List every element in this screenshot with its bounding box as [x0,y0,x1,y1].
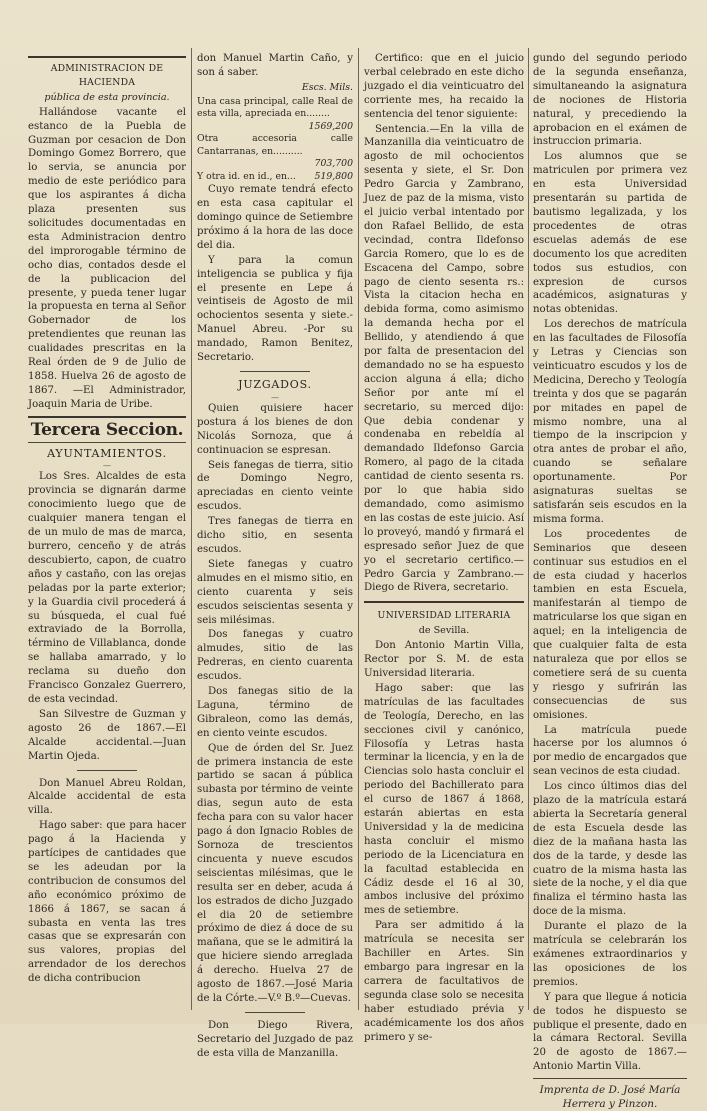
table-row [197,171,353,184]
column-4 [533,52,687,1111]
lot-4: Dos fanegas y cuatro almudes, sitio de las Pedreras, en ciento cuarenta escudos. [197,629,353,683]
imprint-line-1: Imprenta de D. José María [539,1084,681,1097]
remate-notice: Cuyo remate tendrá efecto en esta casa capitular el domingo quince de Setiembre próximo á la hora de las doce del dia. [197,184,353,251]
seminarios-notice: Los procedentes de Seminarios que deseen continuar sus estudios en el de esta ciudad y hacerlos tambien en esta Escuela, manifestarán al tiempo de matricularse los que sigan en aquel; en la inteligencia de que cualquier falta de esta naturaleza que por ellos se cometiere será de su cuenta y riesgo y sufrirán las consecuencias de sus omisiones. [533,528,687,721]
column-3 [364,52,524,1043]
lot-1: Seis fanegas de tierra, sitio de Domingo Negro, apreciadas en ciento veinte escudos. [197,459,353,513]
lot-2: Tres fanegas de tierra en dicho sitio, en sesenta escudos. [197,516,353,555]
ornament-divider: — [271,392,279,402]
column-divider [191,48,192,1010]
derechos-notice: Los derechos de matrícula en las facultades de Filosofía y Letras y Ciencias son veinticuatro escudos y los de Medicina, Derecho y Teología treinta y dos que se pagarán por mitades en papel de mismo nombre, una al tiempo de la inscripcion y otra antes de probar el año, cuando se señalare oportunamente. Por asignaturas sueltas se satisfarán seis escudos en la misma forma. [533,319,687,525]
alumnos-notice: Los alumnos que se matriculen por primera vez en esta Universidad presentarán su partida de bautismo legalizada, y los procedentes de otras escuelas además de ese documento los que acrediten todos sus estudios, con expresion de cursos académicos, asignaturas y notas obtenidas. [533,151,687,316]
rule [28,416,186,418]
closing-notice: Y para que llegue á noticia de todos he dispuesto se publique el presente, dado en la cámara Rectoral. Sevilla 20 de agosto de 1867.—Antonio Martin Villa. [533,991,687,1073]
short-rule [240,371,310,372]
table-row-value [197,158,353,171]
row-label: Otra accesoria calle Cantarranas, en.......... [197,133,353,157]
column-divider [528,48,529,1010]
column-divider [358,48,359,1010]
mulo-signature: San Silvestre de Guzman y agosto 26 de 1867.—El Alcalde accidental.—Juan Martin Ojeda. [28,708,186,762]
short-rule [245,1012,305,1013]
table-row [197,96,353,121]
subasta-notice: Hago saber: que para hacer pago á la Hacienda y partícipes de cantidades que se les adeudan por la contribucion de consumos del año económico próximo de 1866 á 1867, se sacan á subasta en venta las tres casas que se expresarán con sus valores, propias del arrendador de los derechos de dicha contribucion [28,820,186,985]
ayuntamientos-heading: AYUNTAMIENTOS. [47,446,167,460]
mulo-notice: Los Sres. Alcaldes de esta provincia se dignarán darme conocimiento luego que de cualquier manera tengan el de un mulo de mas de marca, burrero, cenceño y de atrás descubierto, capon, de cuatro años y castaño, con las orejas peladas por la parte exterior; y la Guardia civil procederá á su búsqueda, el cual fué extraviado de la Borrolla, término de Villablanca, donde se hallaba amarrado, y lo reclama su dueño don Francisco Gonzalez Guerrero, de esta vecindad. [28,471,186,705]
lot-3: Siete fanegas y cuatro almudes en el mismo sitio, en ciento cuarenta y seis escudos seiscientas sesenta y seis milésimas. [197,558,353,626]
admision-notice: Para ser admitido á la matrícula se necesita ser Bachiller en Artes. Sin embargo para ingresar en la carrera de facultativos de segunda clase solo se necesita haber estudiado prévia y académicamente los dos años primero y se- [364,920,524,1043]
admin-hacienda-heading: ADMINISTRACION DE HACIENDA [50,63,164,88]
subasta-continued: don Manuel Martin Caño, y son á saber. [197,53,353,78]
column-2 [197,52,353,1059]
admision-continued: gundo del segundo periodo de la segunda enseñanza, simultaneando la asignatura de nociones de Historia natural, y precediendo la aprobacion en el exámen de instruccion primaria. [533,53,687,148]
lot-5: Dos fanegas sitio de la Laguna, término de Gibraleon, como las demás, en ciento veinte escudos. [197,686,353,739]
table-row-value [197,121,353,134]
row-value: 703,700 [314,158,353,170]
rivera-heading: Don Diego Rivera, Secretario del Juzgado de paz de esta villa de Manzanilla. [197,1019,353,1059]
rule [533,1078,687,1079]
juzgados-heading: JUZGADOS. [238,378,312,391]
estanco-notice: Hallándose vacante el estanco de la Puebla de Guzman por cesacion de Don Domingo Gomez Borrero, que lo servia, se anuncia por medio de este periódico para que los aspirantes á dicha plaza presenten sus solicitudes documentadas en esta Administracion dentro del improrogable término de ocho dias, contados desde el de la publicacion del presente, y pueda tener lugar la propuesta en terna al Señor Gobernador de los pretendientes que reunan las cualidades prescritas en la Real órden de 9 de Julio de 1858. Huelva 26 de agosto de 1867. —El Administrador, Joaquin Maria de Uribe. [28,106,186,410]
sornoza-notice: Quien quisiere hacer postura á los bienes de don Nicolás Sornoza, que á continuacion se espresan. [197,402,353,456]
ornament-divider: — [103,461,111,471]
rule [28,56,186,58]
certifico-text: Certifico: que en el juicio verbal celebrado en este dicho juzgado el dia veinticuatro del corriente mes, ha recaido la sentencia del tenor siguiente: [364,53,524,120]
section-title: Tercera Seccion. [30,419,184,440]
rule [28,442,186,443]
encargados-notice: La matrícula puede hacerse por los alumnos ó por medio de encargados que sean vecinos de esta ciudad. [533,724,687,778]
table-row [197,133,353,158]
plazo-notice: Los cinco últimos dias del plazo de la matrícula estará abierta la Secretaría general de esta Escuela desde las diez de la mañana hasta las dos de la tarde, y desde las cuatro de la misma hasta las siete de la noche, y el dia que finaliza el término hasta las doce de la misma. [533,781,687,918]
row-value: 1569,200 [308,120,353,132]
admin-hacienda-subheading: pública de esta provincia. [44,91,170,103]
imprint-line-2: Herrera y Pinzon. [562,1098,658,1111]
examenes-notice: Durante el plazo de la matrícula se celebrarán los exámenes extraordinarios y las oposiciones de los premios. [533,921,687,988]
column-1 [28,52,186,1012]
rector-heading: Don Antonio Martin Villa, Rector por S. M. de esta Universidad literaria. [364,640,524,679]
row-value: 519,800 [314,170,353,182]
juez-order: Que de órden del Sr. Juez de primera instancia de este partido se sacan á pública subasta por término de veinte dias, segun auto de esta fecha para con su valor hacer pago á don Ignacio Robles de Sornoza de trescientos cincuenta y nueve escudos seiscientas milésimas, que le resulta ser en deber, acuda á los estrados de dicho Juzgado el dia 20 de setiembre próximo de diez á doce de su mañana, que se le admitirá la que hiciere siendo arreglada á derecho. Huelva 27 de agosto de 1867.—José Maria de la Córte.—V.º B.º—Cuevas. [197,742,353,1004]
matriculas-notice: Hago saber: que las matrículas de las facultades de Teología, Derecho, en las secciones civil y canónico, Filosofía y Letras hasta terminar la licencia, y en la de Ciencias solo hasta concluir el periodo del Bachillerato para el curso de 1867 á 1868, estarán abiertas en esta Universidad y la de medicina hasta concluir el mismo periodo de la Licenciatura en la facultad establecida en Cádiz desde el 16 al 30, ambos inclusive del próximo mes de setiembre. [364,682,524,917]
table-header: Escs. Mils. [301,81,353,93]
abreu-heading: Don Manuel Abreu Roldan, Alcalde accidental de esta villa. [28,777,186,817]
sentencia-text: Sentencia.—En la villa de Manzanilla dia veinticuatro de agosto de mil ochocientos sesenta y siete, el Sr. Don Pedro Garcia y Zambrano, Juez de paz de la misma, visto el juicio verbal intentado por don Rafael Bellido, de esta vecindad, contra Ildefonso Garcia Romero, que lo es de Escacena del Campo, sobre pago de ciento sesenta rs.: Vista la citacion hecha en debida forma, como asimismo la demanda hecha por el Bellido, y atendiendo á que por falta de presentacion del demandado no se ha espuesto accion alguna á ella; dicho Señor por ante mí el secretario, su merced dijo: Que debia condenar y condenaba en rebeldía al demandado Ildefonso Garcia Romero, al pago de la citada cantidad de ciento sesenta rs. por lo que habia sido demandado, como asimismo en las costas de este juicio. Así lo proveyó, mandó y firmará el espresado señor Juez de que yo el secretario certifico.—Pedro Garcia y Zambrano.—Diego de Rivera, secretario. [364,123,524,594]
row-label: Una casa principal, calle Real de esta villa, apreciada en........ [197,95,353,120]
short-rule [77,770,137,771]
universidad-subheading: de Sevilla. [418,625,470,637]
lepe-notice: Y para la comun inteligencia se publica y fija el presente en Lepe á veintiseis de Agosto de mil ochocientos sesenta y siete.-Manuel Abreu. -Por su mandado, Ramon Benitez, Secretario. [197,254,353,364]
rule [364,601,524,603]
row-label: Y otra id. en id., en... [197,170,296,182]
universidad-heading: UNIVERSIDAD LITERARIA [377,610,511,622]
property-table [197,96,353,184]
